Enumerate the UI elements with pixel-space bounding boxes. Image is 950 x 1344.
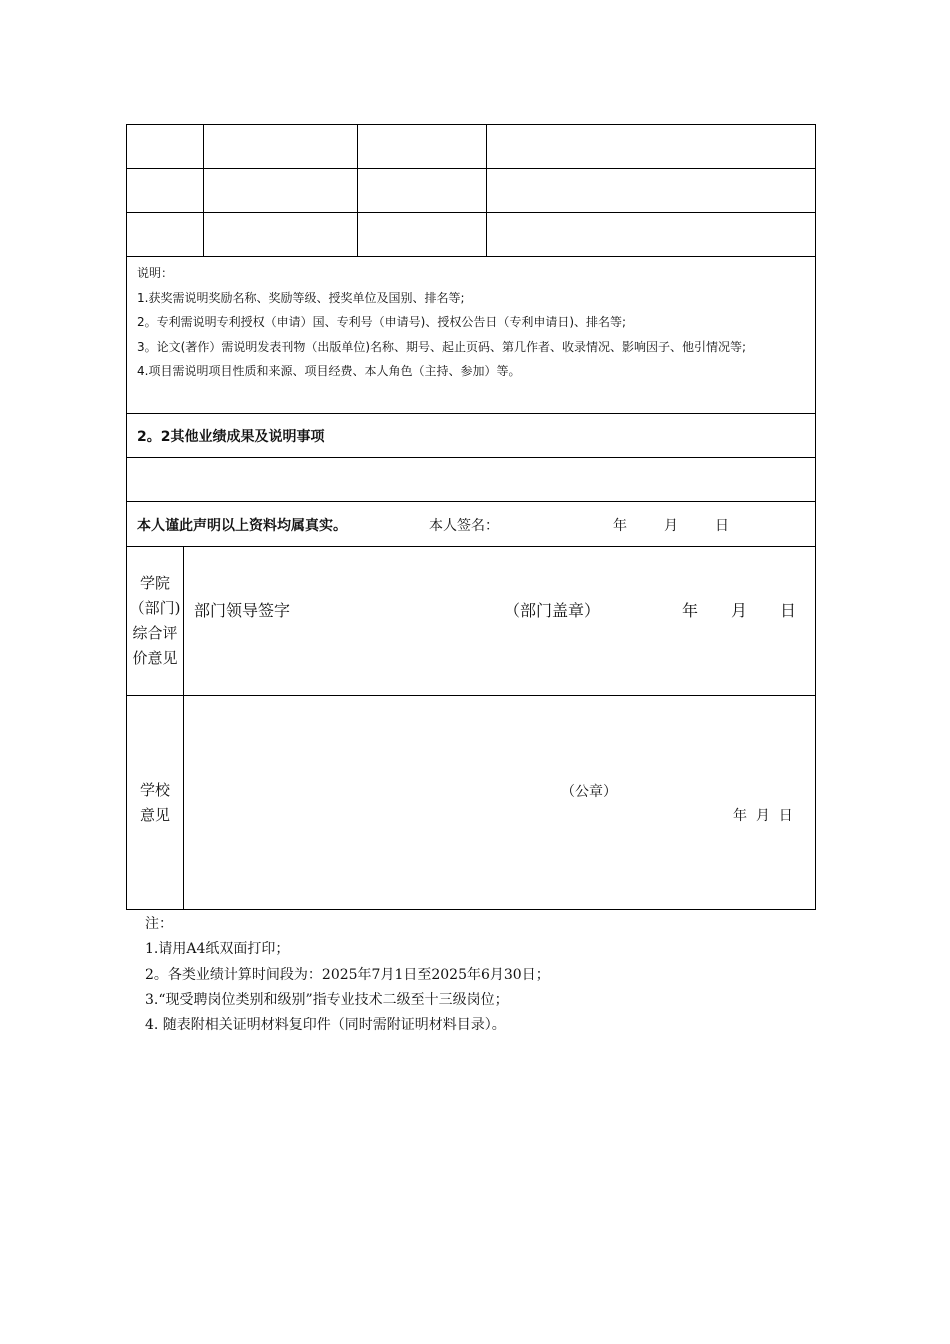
school-date-label: 年 月 日: [733, 808, 793, 824]
department-label: 学院（部门)综合评价意见: [127, 547, 184, 696]
department-seal-label: （部门盖章）: [504, 601, 601, 620]
section-header-row: [127, 414, 816, 458]
declaration-year: 年: [613, 518, 627, 534]
other-achievements-row: [127, 458, 816, 502]
achievement-form-table: [126, 124, 816, 910]
table-cell[interactable]: [127, 169, 204, 213]
table-cell[interactable]: [204, 125, 358, 169]
table-cell[interactable]: [358, 213, 487, 257]
school-opinion-cell[interactable]: [184, 696, 816, 910]
other-achievements-field[interactable]: [127, 458, 816, 502]
school-seal-label: （公章）: [561, 784, 617, 800]
achievement-row: [127, 169, 816, 213]
department-month: 月: [731, 601, 748, 620]
department-opinion-cell[interactable]: [184, 547, 816, 696]
declaration-month: 月: [664, 518, 678, 534]
footnote-heading: 注：: [145, 916, 173, 932]
footnote-line: 1.请用A4纸双面打印；: [145, 941, 290, 958]
notes-line: 2。专利需说明专利授权（申请）国、专利号（申请号)、授权公告日（专利申请日)、排名等;: [137, 315, 627, 329]
table-cell[interactable]: [127, 213, 204, 257]
school-label: 学校意见: [127, 696, 184, 910]
department-row: [127, 547, 816, 696]
declaration-statement: 本人谨此声明以上资料均属真实。: [137, 518, 347, 534]
achievement-row: [127, 125, 816, 169]
signature-label: 本人签名：: [429, 518, 499, 534]
notes-row: [127, 257, 816, 414]
declaration-cell: [127, 502, 816, 547]
achievement-row: [127, 213, 816, 257]
department-signature-label: 部门领导签字: [194, 601, 291, 620]
department-year: 年: [682, 601, 699, 620]
table-cell[interactable]: [487, 213, 816, 257]
table-cell[interactable]: [127, 125, 204, 169]
declaration-row: [127, 502, 816, 547]
footnote-line: 4. 随表附相关证明材料复印件（同时需附证明材料目录）。: [145, 1017, 506, 1034]
school-row: [127, 696, 816, 910]
table-cell[interactable]: [487, 169, 816, 213]
table-cell[interactable]: [204, 213, 358, 257]
notes-line: 1.获奖需说明奖励名称、奖励等级、授奖单位及国别、排名等;: [137, 290, 465, 305]
notes-heading: 说明：: [137, 266, 174, 280]
notes-line: 4.项目需说明项目性质和来源、项目经费、本人角色（主持、参加）等。: [137, 364, 521, 378]
footnotes: [145, 912, 550, 1038]
section-title: 2。2其他业绩成果及说明事项: [127, 414, 816, 458]
table-cell[interactable]: [358, 125, 487, 169]
table-cell[interactable]: [487, 125, 816, 169]
declaration-day: 日: [715, 518, 729, 534]
footnote-line: 2。各类业绩计算时间段为：2025年7月1日至2025年6月30日；: [145, 966, 550, 983]
department-day: 日: [780, 601, 797, 620]
table-cell[interactable]: [204, 169, 358, 213]
footnote-line: 3.“现受聘岗位类别和级别”指专业技术二级至十三级岗位；: [145, 991, 509, 1008]
table-cell[interactable]: [358, 169, 487, 213]
notes-line: 3。论文(著作）需说明发表刊物（出版单位)名称、期号、起止页码、第几作者、收录情况、影响因子、他引情况等;: [137, 339, 747, 354]
notes-cell: [127, 257, 816, 414]
